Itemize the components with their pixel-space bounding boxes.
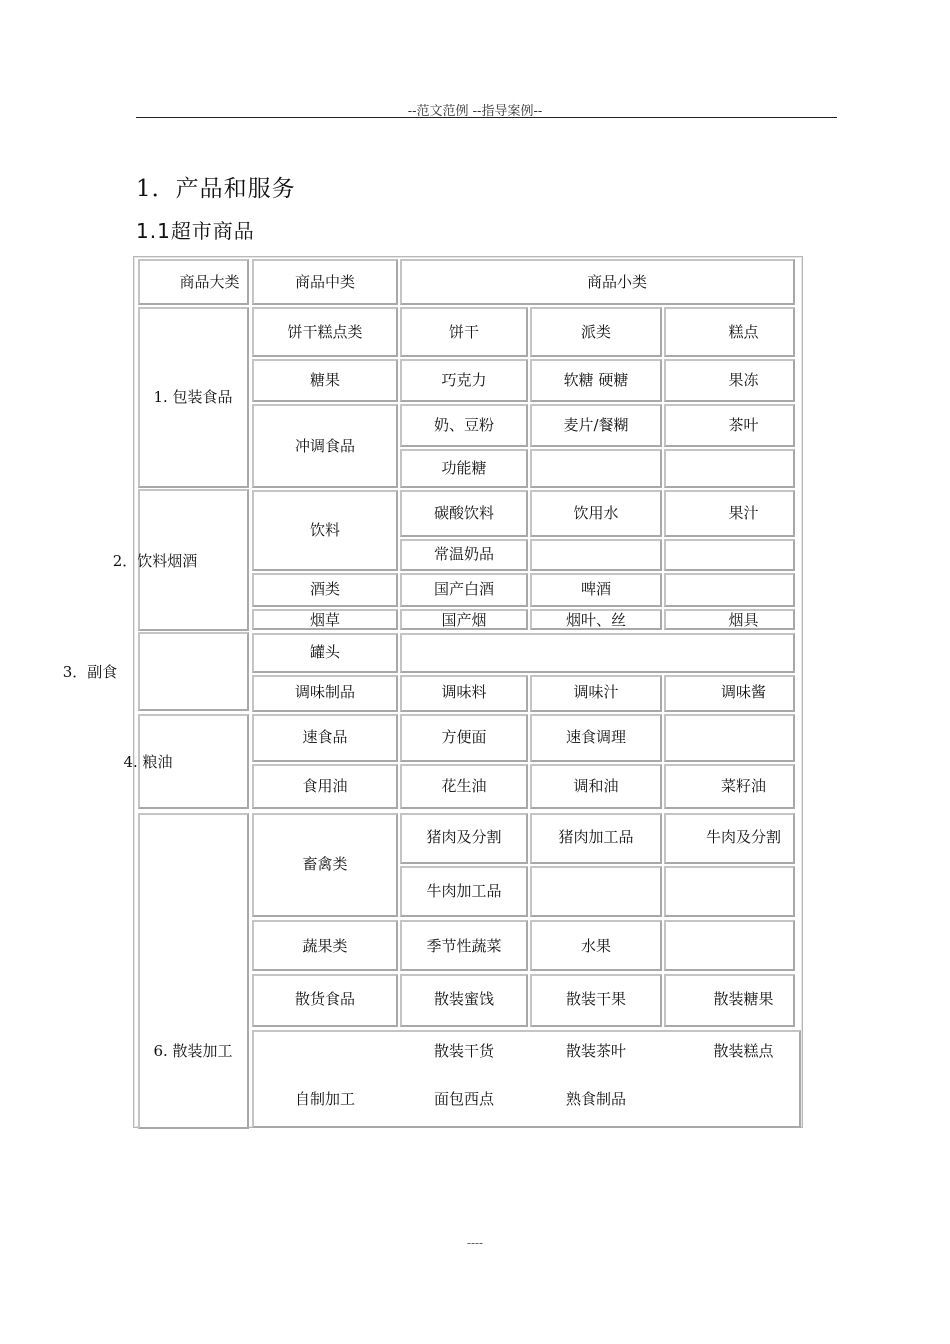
g4-r2-item-3-text: 菜籽油 xyxy=(720,777,767,795)
g6-r1-middle-text: 散货食品 xyxy=(294,990,356,1008)
g2-r3-item-1-text: 国产烟 xyxy=(441,611,487,629)
g2-r1-item-4-text: 常温奶品 xyxy=(433,545,495,563)
g5-r2-middle-text: 蔬果类 xyxy=(302,937,348,955)
g2-r3-item-2-text: 烟叶、丝 xyxy=(565,611,627,629)
major-cat-1-text: 1. 包装食品 xyxy=(153,388,233,406)
g3-r2-middle-text: 调味制品 xyxy=(294,683,356,701)
header-middle-text: 商品中类 xyxy=(294,273,356,291)
g1-r2-item-2-text: 软糖 硬糖 xyxy=(563,371,629,389)
major-cat-5-6 xyxy=(138,813,249,1129)
g2-r1-item-1-text: 碳酸饮料 xyxy=(433,504,495,522)
g6-r2-item-2-text: 熟食制品 xyxy=(565,1090,627,1108)
g2-r3-middle-text: 烟草 xyxy=(309,611,341,629)
major-cat-2-text: 2．饮料烟酒 xyxy=(112,552,198,570)
g6-r1-item-6-text: 散装糕点 xyxy=(713,1042,774,1060)
header-major-text: 商品大类 xyxy=(179,273,240,291)
g2-r1-item-3-text: 果汁 xyxy=(728,504,759,522)
g4-r1-item-2-text: 速食调理 xyxy=(565,728,627,746)
g3-r2-item-1-text: 调味料 xyxy=(441,683,487,701)
g1-r1-item-2-text: 派类 xyxy=(580,323,612,341)
g5-r1-item-1-text: 猪肉及分割 xyxy=(426,828,502,846)
g6-r1-item-2-text: 散装干果 xyxy=(565,990,627,1008)
g1-r1-middle-text: 饼干糕点类 xyxy=(287,323,363,341)
g5-r2-item-3 xyxy=(664,920,795,971)
major-cat-6-text: 6. 散装加工 xyxy=(153,1042,233,1060)
g1-r3-item-1-text: 奶、豆粉 xyxy=(433,416,495,434)
g5-r2-item-1-text: 季节性蔬菜 xyxy=(426,937,502,955)
g1-r1-item-1-text: 饼干 xyxy=(448,323,480,341)
g4-r2-item-2-text: 调和油 xyxy=(573,777,619,795)
g4-r2-middle-text: 食用油 xyxy=(302,777,348,795)
g5-r1-item-4-text: 牛肉加工品 xyxy=(426,882,502,900)
g1-r2-middle-text: 糖果 xyxy=(309,371,341,389)
g2-r2-middle-text: 酒类 xyxy=(309,580,341,598)
g2-r1-item-5 xyxy=(530,539,662,571)
page-footer: ---- xyxy=(466,1236,484,1250)
g6-r1-item-4-text: 散装干货 xyxy=(433,1042,495,1060)
g4-r1-item-1-text: 方便面 xyxy=(441,728,487,746)
major-cat-3-text: 3．副食 xyxy=(62,663,118,681)
g4-r2-item-1-text: 花生油 xyxy=(441,777,487,795)
major-cat-4-text: 4. 粮油 xyxy=(123,753,173,771)
g3-r2-item-3-text: 调味酱 xyxy=(720,683,767,701)
g3-r1-minor-span xyxy=(400,633,795,673)
g6-r2-middle-text: 自制加工 xyxy=(294,1090,356,1108)
g1-r2-item-3-text: 果冻 xyxy=(728,371,759,389)
section-title: 超市商品 xyxy=(170,219,255,243)
g3-r1-middle-text: 罐头 xyxy=(309,643,341,661)
g1-r2-item-1-text: 巧克力 xyxy=(441,371,487,389)
g6-r1-item-3-text: 散装糖果 xyxy=(713,990,774,1008)
g2-r1-item-6 xyxy=(664,539,795,571)
g4-r1-middle-text: 速食品 xyxy=(302,728,348,746)
g1-r3-middle-text: 冲调食品 xyxy=(294,437,356,455)
g6-r1-item-1-text: 散装蜜饯 xyxy=(433,990,495,1008)
g2-r2-item-3 xyxy=(664,573,795,607)
header-text: --范文范例 --指导案例-- xyxy=(407,104,543,119)
g6-r1-item-5-text: 散装茶叶 xyxy=(565,1042,627,1060)
g4-r1-item-3 xyxy=(664,714,795,762)
g2-r2-item-1-text: 国产白酒 xyxy=(433,580,495,598)
g5-r1-item-2-text: 猪肉加工品 xyxy=(558,828,634,846)
g6-r2-item-1-text: 面包西点 xyxy=(433,1090,495,1108)
g1-r1-item-3-text: 糕点 xyxy=(728,323,759,341)
g1-r3-item-5 xyxy=(530,449,662,488)
g2-r1-middle-text: 饮料 xyxy=(309,521,341,539)
g2-r1-item-2-text: 饮用水 xyxy=(573,504,619,522)
g1-r3-item-3-text: 茶叶 xyxy=(728,416,759,434)
section-heading-1: 1．产品和服务 xyxy=(136,176,296,202)
g1-r3-item-2-text: 麦片/餐糊 xyxy=(563,416,629,434)
g5-r1-item-5 xyxy=(530,866,662,917)
g2-r3-item-3-text: 烟具 xyxy=(728,611,759,629)
g2-r2-item-2-text: 啤酒 xyxy=(580,580,612,598)
g1-r3-item-6 xyxy=(664,449,795,488)
g5-r1-middle-text: 畜禽类 xyxy=(302,855,348,873)
section-number: 1.1 xyxy=(136,219,171,243)
g5-r1-item-3-text: 牛肉及分割 xyxy=(705,828,782,846)
g5-r2-item-2-text: 水果 xyxy=(580,937,612,955)
g1-r3-item-4-text: 功能糖 xyxy=(441,459,487,477)
header-minor-text: 商品小类 xyxy=(586,273,648,291)
g3-r2-item-2-text: 调味汁 xyxy=(573,683,619,701)
g5-r1-item-6 xyxy=(664,866,795,917)
major-cat-3 xyxy=(138,632,249,711)
